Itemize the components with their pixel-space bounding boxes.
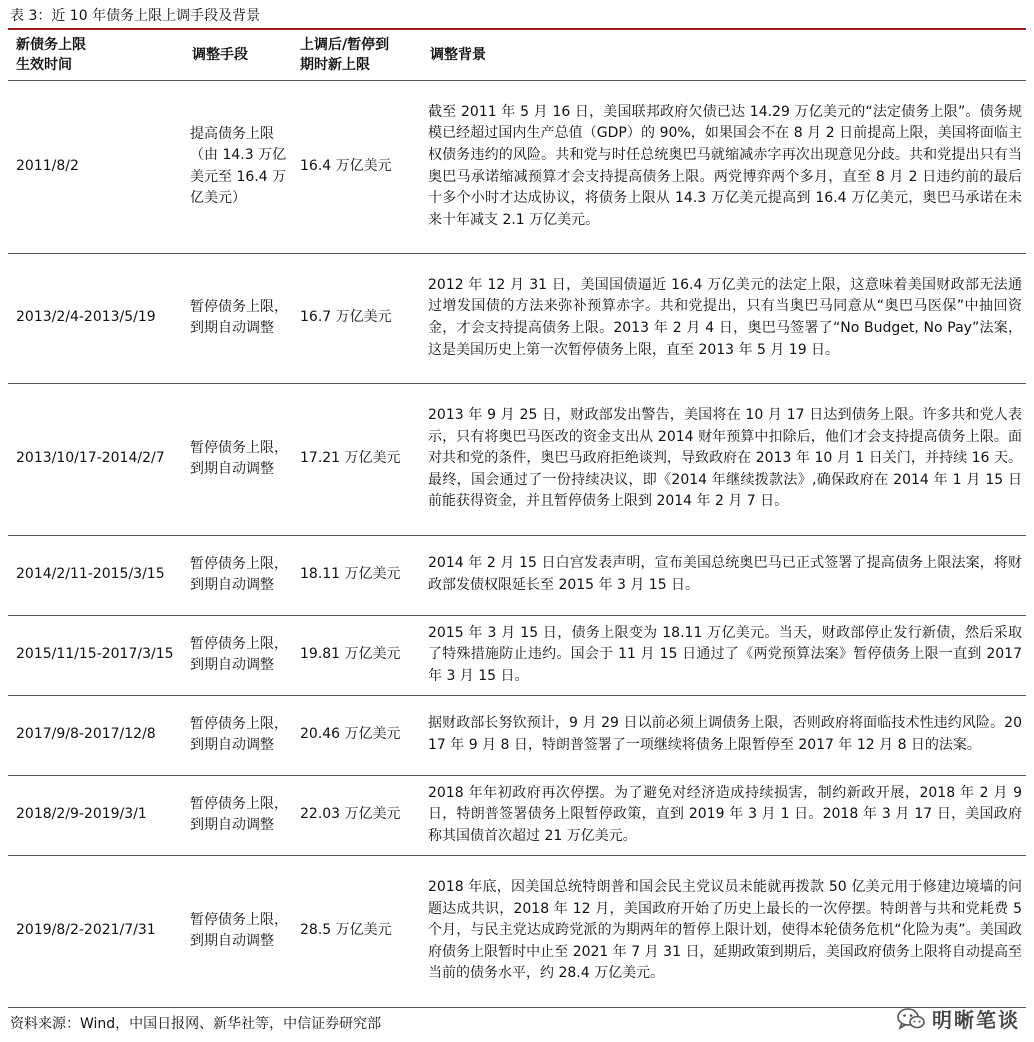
- table-row: [8, 855, 1026, 1007]
- table-row: [8, 695, 1026, 775]
- cell-limit: 17.21 万亿美元: [292, 383, 422, 535]
- cell-background: 2013 年 9 月 25 日，财政部发出警告，美国将在 10 月 17 日达到债务上限。许多共和党人表示，只有将奥巴马医改的资金支出从 2014 财年预算中扣除后，他们才会支持提高债务上限。面对共和党的条件，奥巴马政府拒绝谈判，导致政府在 2013 年 10 月 1 日关门，并持续 16 天。最终，国会通过了一份持续决议，即《2014 年继续拨款法》,确保政府在 2014 年 1 月 15 日前能获得资金，并且暂停债务上限到 2014 年 2 月 7 日。: [422, 383, 1026, 535]
- cell-limit: 20.46 万亿美元: [292, 695, 422, 775]
- cell-limit: 18.11 万亿美元: [292, 535, 422, 615]
- cell-date: 2014/2/11-2015/3/15: [8, 535, 184, 615]
- cell-method: 暂停债务上限，到期自动调整: [184, 383, 292, 535]
- table-title: 表 3：近 10 年债务上限上调手段及背景: [10, 8, 261, 24]
- watermark-text: 明晰笔谈: [932, 1008, 1020, 1032]
- cell-background: 2018 年年初政府再次停摆。为了避免对经济造成持续损害，制约新政开展，2018 年 2 月 9 日，特朗普签署债务上限暂停政策，直到 2019 年 3 月 1 日。2018 年 3 月 17 日，美国政府称其国债首次超过 21 万亿美元。: [422, 775, 1026, 855]
- cell-date: 2013/10/17-2014/2/7: [8, 383, 184, 535]
- cell-date: 2018/2/9-2019/3/1: [8, 775, 184, 855]
- cell-method: 暂停债务上限，到期自动调整: [184, 535, 292, 615]
- header-new-limit: 上调后/暂停到 期时新上限: [292, 30, 422, 80]
- cell-background: 据财政部长努钦预计，9 月 29 日以前必须上调债务上限，否则政府将面临技术性违约风险。2017 年 9 月 8 日，特朗普签署了一项继续将债务上限暂停至 2017 年 12 月 8 日的法案。: [422, 695, 1026, 775]
- header-effective-time: 新债务上限 生效时间: [8, 30, 184, 80]
- wechat-icon: [896, 1006, 926, 1032]
- cell-method: 暂停债务上限，到期自动调整: [184, 695, 292, 775]
- cell-method: 暂停债务上限，到期自动调整: [184, 775, 292, 855]
- cell-date: 2011/8/2: [8, 80, 184, 253]
- page: [8, 6, 1026, 1034]
- cell-method: 暂停债务上限，到期自动调整: [184, 253, 292, 383]
- cell-method: 暂停债务上限，到期自动调整: [184, 855, 292, 1007]
- cell-limit: 28.5 万亿美元: [292, 855, 422, 1007]
- cell-background: 2018 年底，因美国总统特朗普和国会民主党议员未能就再拨款 50 亿美元用于修建边境墙的问题达成共识，2018 年 12 月，美国政府开始了历史上最长的一次停摆。特朗普与共和党耗费 5 个月，与民主党达成跨党派的为期两年的暂停上限计划，使得本轮债务危机“化险为夷”。美国政府债务上限暂时中止至 2021 年 7 月 31 日，延期政策到期后，美国政府债务上限将自动提高至当前的债务水平，约 28.4 万亿美元。: [422, 855, 1026, 1007]
- debt-ceiling-table: [8, 30, 1026, 1008]
- table-row: [8, 80, 1026, 253]
- table-row: [8, 775, 1026, 855]
- cell-background: 2014 年 2 月 15 日白宫发表声明，宣布美国总统奥巴马已正式签署了提高债务上限法案，将财政部发债权限延长至 2015 年 3 月 15 日。: [422, 535, 1026, 615]
- cell-date: 2015/11/15-2017/3/15: [8, 615, 184, 695]
- cell-limit: 22.03 万亿美元: [292, 775, 422, 855]
- table-row: [8, 615, 1026, 695]
- cell-background: 2012 年 12 月 31 日，美国国债逼近 16.4 万亿美元的法定上限，这意味着美国财政部无法通过增发国债的方法来弥补预算赤字。共和党提出，只有当奥巴马同意从“奥巴马医保”中抽回资金，才会支持提高债务上限。2013 年 2 月 4 日，奥巴马签署了“No Budget, No Pay”法案，这是美国历史上第一次暂停债务上限，直至 2013 年 5 月 19 日。: [422, 253, 1026, 383]
- cell-date: 2019/8/2-2021/7/31: [8, 855, 184, 1007]
- table-row: [8, 253, 1026, 383]
- table-row: [8, 383, 1026, 535]
- cell-limit: 19.81 万亿美元: [292, 615, 422, 695]
- source-note: 资料来源：Wind，中国日报网、新华社等，中信证券研究部: [10, 1015, 382, 1032]
- cell-background: 截至 2011 年 5 月 16 日，美国联邦政府欠债已达 14.29 万亿美元的“法定债务上限”。债务规模已经超过国内生产总值（GDP）的 90%，如果国会不在 8 月 2 日前提高上限，美国将面临主权债务违约的风险。共和党与时任总统奥巴马就缩减赤字再次出现意见分歧。共和党提出只有当奥巴马承诺缩减预算才会支持提高债务上限。两党博弈两个多月，直至 8 月 2 日违约前的最后十多个小时才达成协议，将债务上限从 14.3 万亿美元提高到 16.4 万亿美元，奥巴马承诺在未来十年减支 2.1 万亿美元。: [422, 80, 1026, 253]
- cell-background: 2015 年 3 月 15 日，债务上限变为 18.11 万亿美元。当天，财政部停止发行新债，然后采取了特殊措施防止违约。国会于 11 月 15 日通过了《两党预算法案》暂停债务上限一直到 2017 年 3 月 15 日。: [422, 615, 1026, 695]
- cell-limit: 16.7 万亿美元: [292, 253, 422, 383]
- header-background: 调整背景: [422, 30, 1026, 80]
- cell-method: 提高债务上限（由 14.3 万亿美元至 16.4 万亿美元）: [184, 80, 292, 253]
- cell-limit: 16.4 万亿美元: [292, 80, 422, 253]
- cell-method: 暂停债务上限，到期自动调整: [184, 615, 292, 695]
- watermark: [896, 1004, 1020, 1033]
- cell-date: 2013/2/4-2013/5/19: [8, 253, 184, 383]
- cell-date: 2017/9/8-2017/12/8: [8, 695, 184, 775]
- header-method: 调整手段: [184, 30, 292, 80]
- table-row: [8, 535, 1026, 615]
- table-header-row: [8, 30, 1026, 80]
